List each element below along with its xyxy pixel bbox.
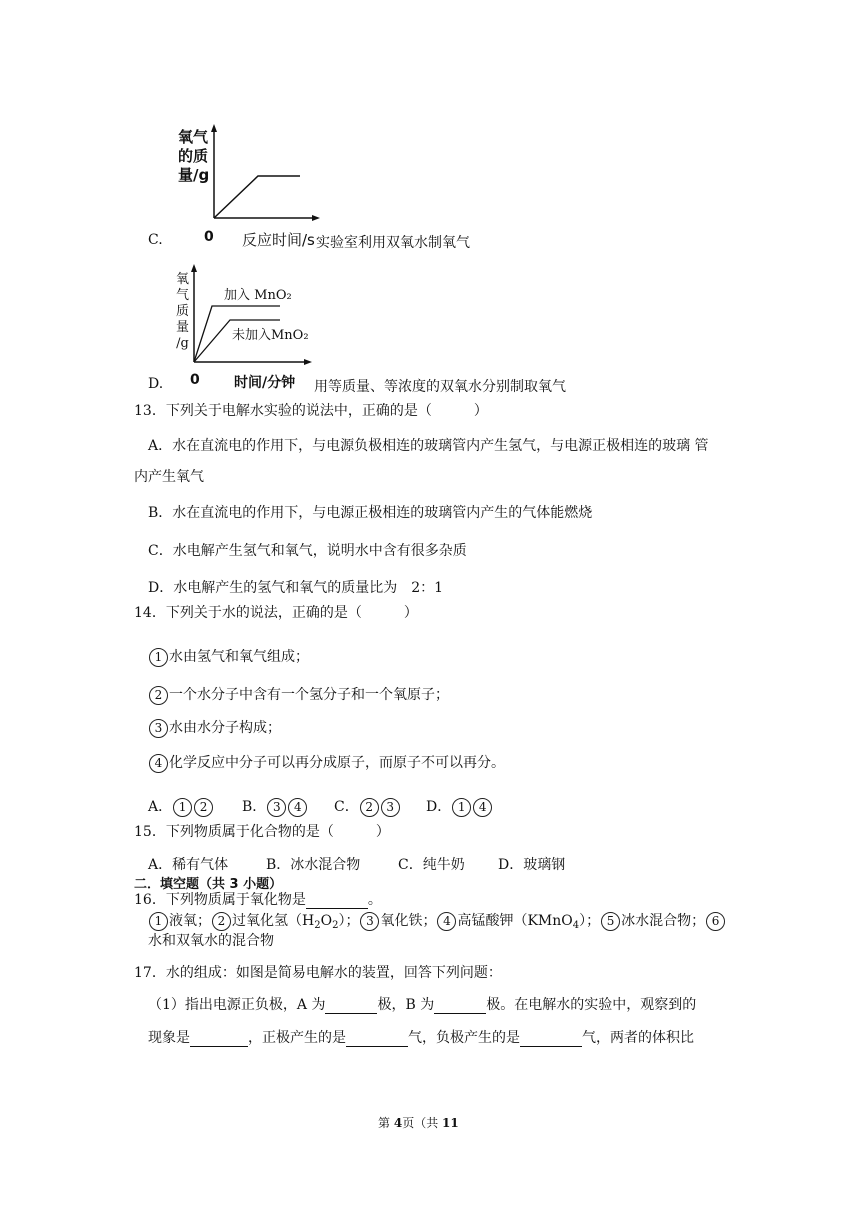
q14-option-d: D． 1 4: [426, 796, 493, 817]
circled-number: 3: [149, 719, 168, 738]
q14-option-c: C． 2 3: [334, 796, 401, 817]
graph-d-x-arrow: [304, 359, 312, 365]
q16-items-line1: 1 液氧； 2 过氧化氢$(H_2O_2)$； 3 氧化铁； 4 高锰酸钾（KMnO$_4$）； 5 冰水混合物； 6: [148, 910, 726, 931]
q12-d-caption: 用等质量、等浓度的双氧水分别制取氧气: [314, 379, 566, 395]
q13-stem: 13．下列关于电解水实验的说法中，正确的是（ ）: [134, 403, 488, 419]
circled-number: 4: [149, 754, 168, 773]
graph-c-origin: 0: [204, 229, 214, 245]
q14-stem: 14．下列关于水的说法，正确的是（ ）: [134, 605, 418, 621]
graph-c: [170, 122, 330, 242]
q12-d-label: D.: [148, 376, 164, 392]
q14-option-b: B． 3 4: [242, 796, 308, 817]
q15-option-c: C．纯牛奶: [398, 857, 465, 873]
q13-option-c: C．水电解产生氢气和氧气，说明水中含有很多杂质: [148, 543, 467, 559]
graph-d-y-arrow: [191, 264, 197, 272]
q16-items-line2: 水和双氧水的混合物: [148, 933, 274, 949]
graph-d-svg: [172, 262, 322, 372]
graph-c-x-label: 反应时间/s: [242, 231, 315, 249]
q17-part1-line1: （1）指出电源正负极，A 为 极，B 为 极。在电解水的实验中，观察到的: [148, 997, 697, 1013]
q13-option-a-line2: 内产生氧气: [134, 469, 204, 485]
section-heading: 二．填空题（共 3 小题）: [134, 877, 283, 892]
circled-number: 2: [149, 686, 168, 705]
answer-blank: [306, 894, 368, 909]
graph-c-x-arrow: [312, 215, 320, 221]
graph-c-y-label: 氧气 的质 量/g: [178, 128, 210, 184]
answer-blank: [434, 999, 486, 1014]
answer-blank: [190, 1032, 248, 1047]
q17-part1-line2: 现象是 ，正极产生的是 气，负极产生的是 气，两者的体积比: [148, 1030, 694, 1046]
q13-option-d: D．水电解产生的氢气和氧气的质量比为 2：1: [148, 580, 444, 596]
graph-d-x-label: 时间/分钟: [234, 375, 296, 391]
q15-stem: 15．下列物质属于化合物的是（ ）: [134, 824, 390, 840]
graph-c-curve: [214, 176, 300, 218]
q15-option-d: D．玻璃钢: [498, 857, 566, 873]
q17-stem: 17．水的组成：如图是简易电解水的装置，回答下列问题：: [134, 965, 502, 981]
answer-blank: [520, 1032, 582, 1047]
q16-stem: 16．下列物质属于氧化物是 。: [134, 892, 382, 908]
q12-c-caption: 实验室利用双氧水制氧气: [316, 235, 470, 251]
circled-number: 1: [149, 648, 168, 667]
q12-c-label: C.: [148, 232, 163, 248]
graph-d-origin: 0: [190, 372, 200, 388]
page-footer: 第 4页（共 11: [378, 1116, 459, 1130]
q14-item-1: 1 水由氢气和氧气组成；: [148, 646, 309, 667]
q14-option-a: A． 1 2: [148, 796, 214, 817]
graph-d: [172, 262, 322, 372]
graph-d-curve-top-label: 加入 MnO₂: [224, 288, 292, 303]
q13-option-a-line1: A．水在直流电的作用下，与电源负极相连的玻璃管内产生氢气，与电源正极相连的玻璃 管: [148, 438, 709, 454]
graph-d-y-label: 氧 气 质 量 /g: [176, 272, 190, 351]
graph-c-y-arrow: [211, 124, 217, 132]
graph-d-curve-bottom-label: 未加入MnO₂: [232, 328, 309, 343]
q14-item-3: 3 水由水分子构成；: [148, 717, 281, 738]
q15-option-a: A．稀有气体: [148, 857, 229, 873]
answer-blank: [325, 999, 377, 1014]
q15-option-b: B．冰水混合物: [266, 857, 361, 873]
answer-blank: [346, 1032, 408, 1047]
q14-item-2: 2 一个水分子中含有一个氢分子和一个氧原子；: [148, 684, 449, 705]
q13-option-b: B．水在直流电的作用下，与电源正极相连的玻璃管内产生的气体能燃烧: [148, 505, 593, 521]
q14-item-4: 4 化学反应中分子可以再分成原子，而原子不可以再分。: [148, 752, 505, 773]
